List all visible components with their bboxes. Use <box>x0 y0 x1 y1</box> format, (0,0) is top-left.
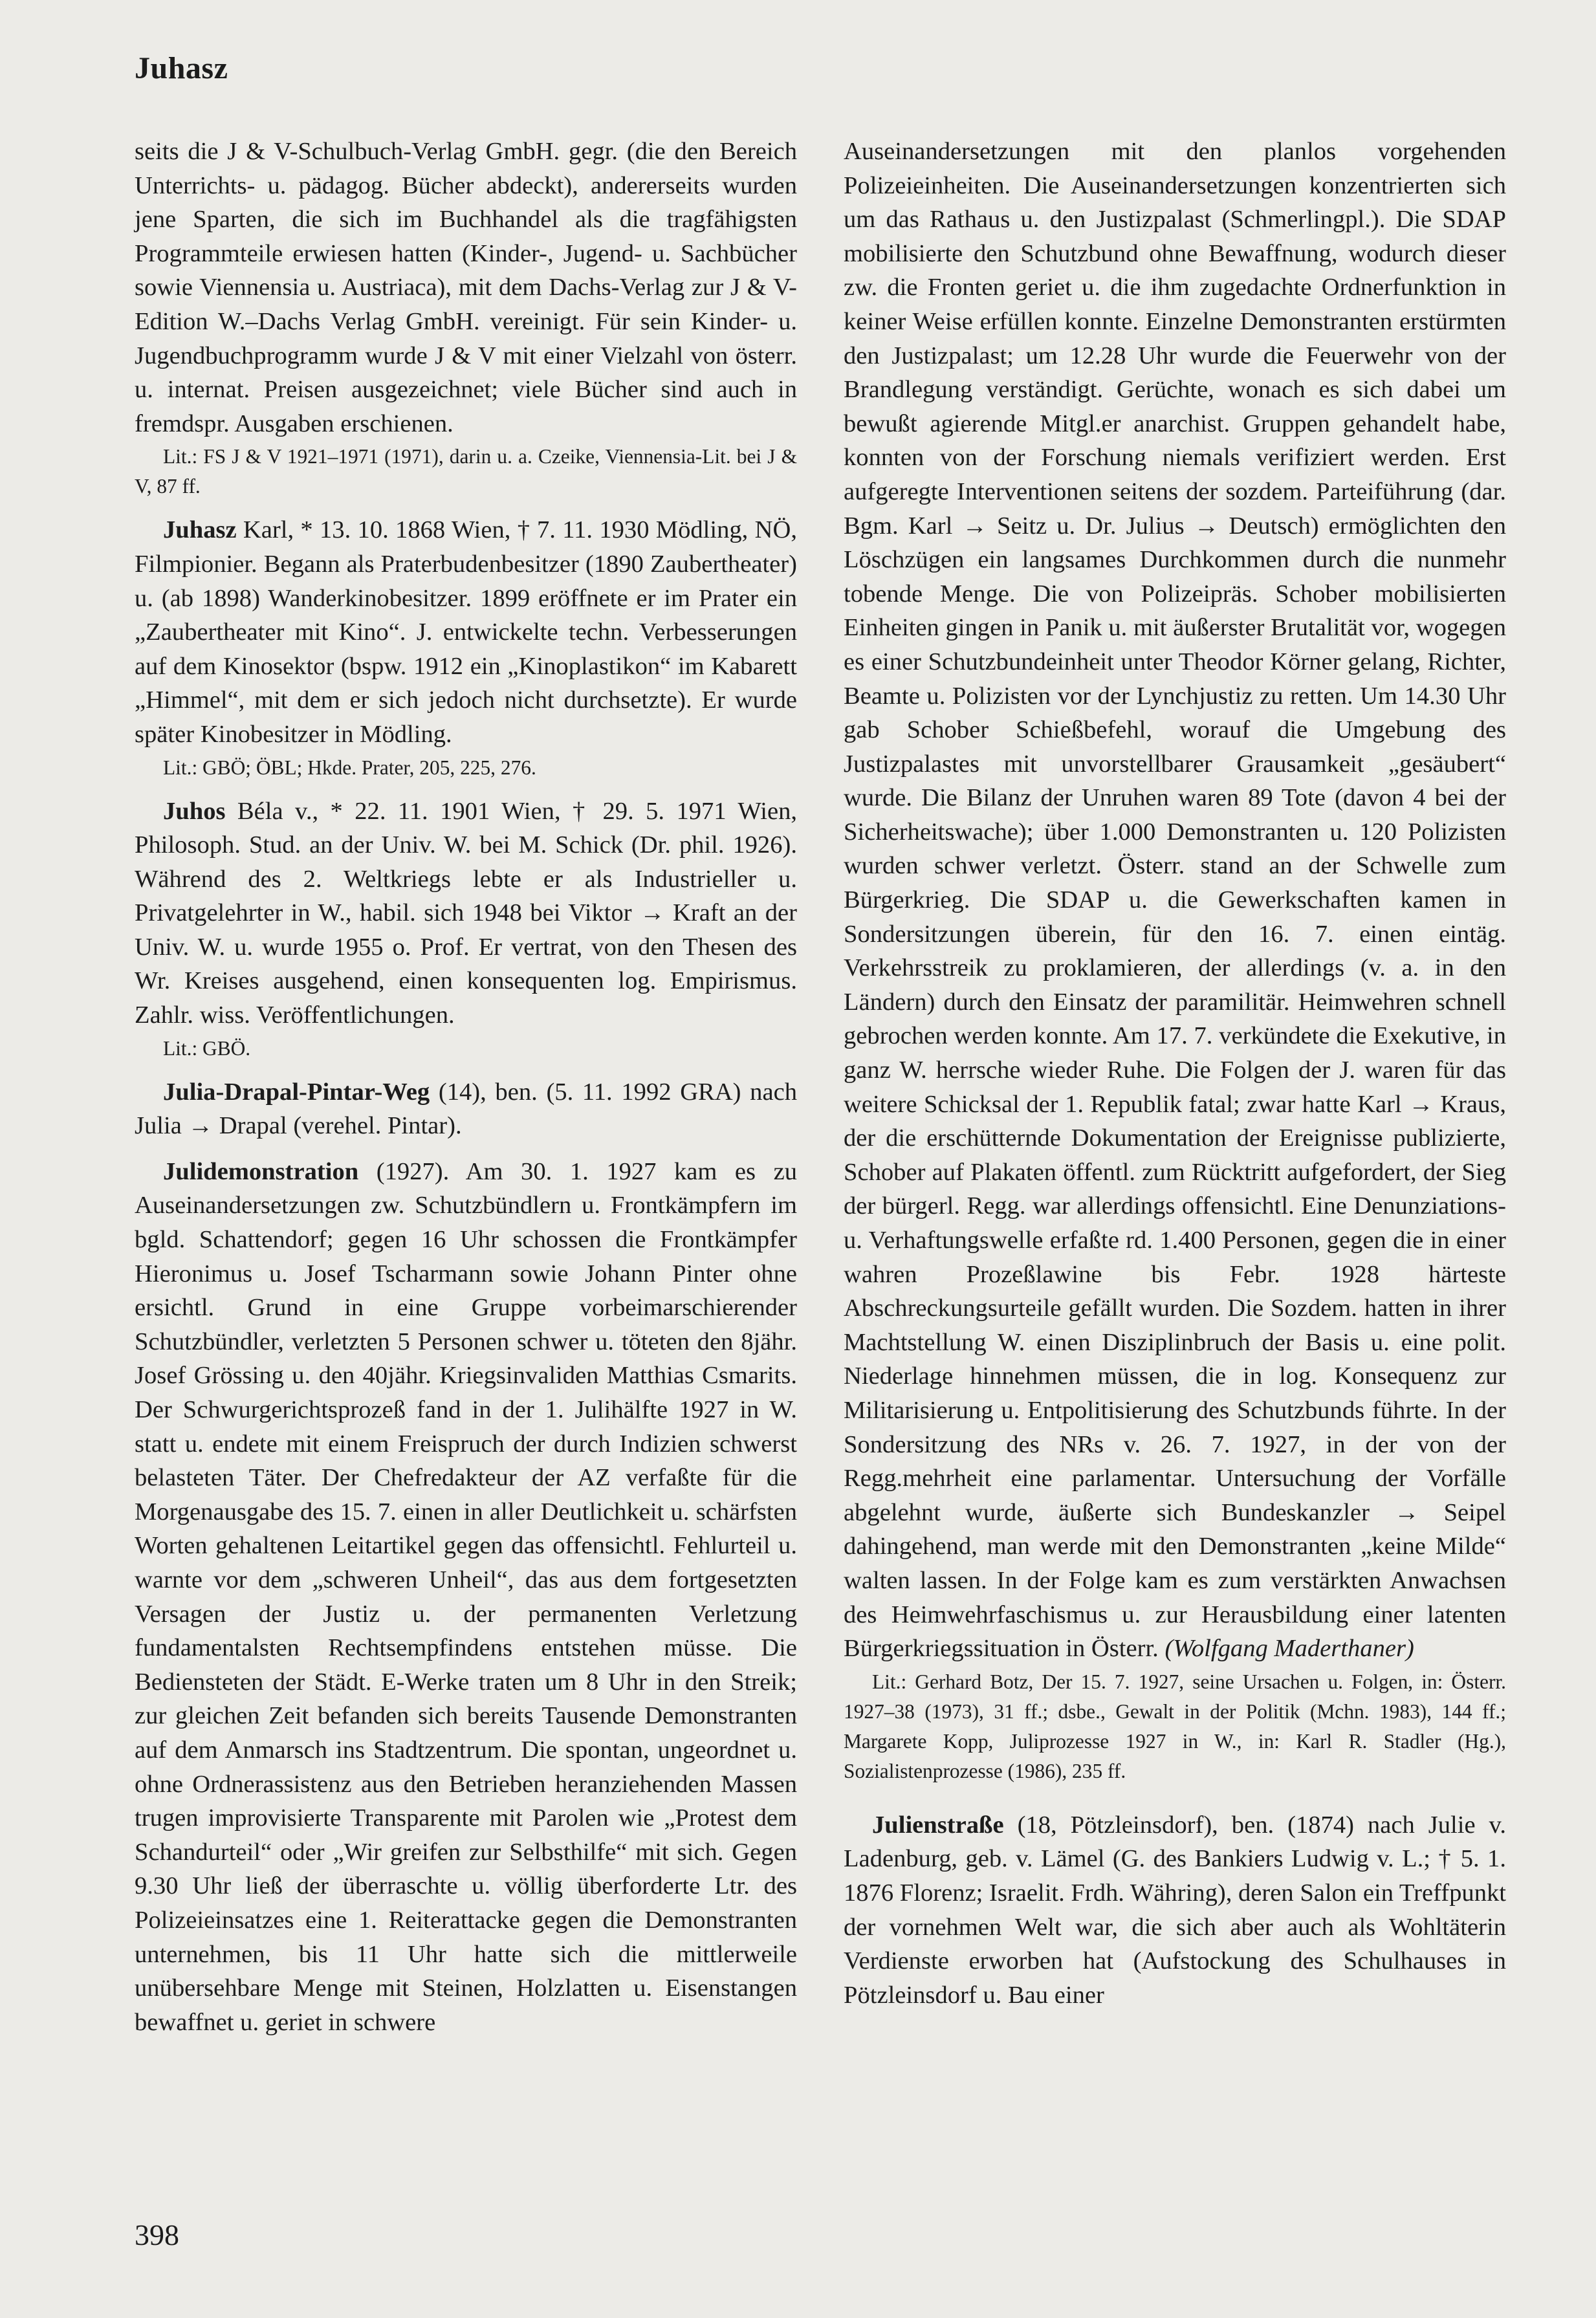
entry-keyword-julidemonstration: Julidemonstration <box>163 1157 359 1185</box>
paragraph-julidemonstration-continuation <box>844 135 1506 1666</box>
entry-keyword-weg: Julia-Drapal-Pintar-Weg <box>163 1078 430 1106</box>
entry-julienstrasse <box>844 1808 1506 2013</box>
entry-text-juhasz: Karl, * 13. 10. 1868 Wien, † 7. 11. 1930 Mödling, NÖ, Filmpionier. Begann als Praterbudenbesitzer (1890 Zaubertheater) u. (ab 1898) Wanderkinobesitzer. 1899 eröffnete er im Prater ein „Zaubertheater mit Kino“. J. entwickelte techn. Verbesserungen auf dem Kinosektor (bspw. 1912 ein „Kinoplastikon“ im Kabarett „Himmel“, mit dem er sich jedoch nicht durchsetzte). Er wurde später Kinobesitzer in Mödling. <box>135 516 797 748</box>
entry-keyword-juhasz: Juhasz <box>163 516 237 544</box>
literature-note-julidemonstration: Lit.: Gerhard Botz, Der 15. 7. 1927, seine Ursachen u. Folgen, in: Österr. 1927–38 (1973), 31 ff.; dsbe., Gewalt in der Politik (Mchn. 1983), 144 ff.; Margarete Kopp, Juliprozesse 1927 in W., in: Karl R. Stadler (Hg.), Sozialistenprozesse (1986), 235 ff. <box>844 1670 1506 1782</box>
entry-juhos <box>135 794 797 1033</box>
entry-julia-drapal-pintar-weg <box>135 1075 797 1143</box>
entry-text-weg: (14), ben. (5. 11. 1992 GRA) nach Julia → Drapal (verehel. Pintar). <box>135 1078 797 1140</box>
page-number: 398 <box>135 2218 179 2251</box>
entry-juhasz <box>135 513 797 751</box>
entry-text-julienstrasse: (18, Pötzleinsdorf), ben. (1874) nach Julie v. Ladenburg, geb. v. Lämel (G. des Bankiers Ludwig v. L.; † 5. 1. 1876 Florenz; Israelit. Frdh. Währing), deren Salon ein Treffpunkt der vornehmen Welt war, die sich aber auch als Wohltäterin Verdienste erworben hat (Aufstockung des Schulhauses in Pötzleinsdorf u. Bau einer <box>844 1811 1506 2009</box>
entry-keyword-juhos: Juhos <box>163 797 226 825</box>
entry-julidemonstration <box>135 1155 797 2039</box>
literature-note-verlag: Lit.: FS J & V 1921–1971 (1971), darin u. a. Czeike, Viennensia-Lit. bei J & V, 87 ff. <box>135 445 797 498</box>
entry-keyword-julienstrasse: Julienstraße <box>872 1811 1004 1839</box>
right-column <box>844 135 1506 2012</box>
running-headword: Juhasz <box>135 51 228 85</box>
left-column <box>135 135 797 2039</box>
entry-text-julidemonstration: (1927). Am 30. 1. 1927 kam es zu Auseinandersetzungen zw. Schutzbündlern u. Frontkämpfern im bgld. Schattendorf; gegen 16 Uhr schossen die Frontkämpfer Hieronimus u. Josef Tscharmann sowie Johann Pinter ohne ersichtl. Grund in eine Gruppe vorbeimarschierender Schutzbündler, verletzten 5 Personen schwer u. töteten den 8jähr. Josef Grössing u. den 40jähr. Kriegsinvaliden Matthias Csmarits. Der Schwurgerichtsprozeß fand in der 1. Julihälfte 1927 in W. statt u. endete mit einem Freispruch der durch Indizien schwerst belasteten Täter. Der Chefredakteur der AZ verfaßte für die Morgenausgabe des 15. 7. einen in aller Deutlichkeit u. schärfsten Worten gehaltenen Leitartikel gegen das offensichtl. Fehlurteil u. warnte vor dem „schweren Unheil“, das aus dem fortgesetzten Versagen der Justiz u. der permanenten Verletzung fundamentalsten Rechtsempfindens entstehen müsse. Die Bediensteten der Städt. E-Werke traten um 8 Uhr in den Streik; zur gleichen Zeit befanden sich bereits Tausende Demonstranten auf dem Anmarsch ins Stadtzentrum. Die spontan, ungeordnet u. ohne Ordnerassistenz aus den Betrieben heranziehenden Massen trugen improvisierte Transparente mit Parolen wie „Protest dem Schandurteil“ oder „Wir greifen zur Selbsthilfe“ mit sich. Gegen 9.30 Uhr ließ der überraschte u. völlig überforderte Ltr. des Polizeieinsatzes eine 1. Reiterattacke gegen die Demonstranten unternehmen, bis 11 Uhr hatte sich die mittlerweile unübersehbare Menge mit Steinen, Holzlatten u. Eisenstangen bewaffnet u. geriet in schwere <box>135 1157 797 2036</box>
paragraph-verlag-continuation: seits die J & V-Schulbuch-Verlag GmbH. gegr. (die den Bereich Unterrichts- u. pädagog. Bücher abdeckt), andererseits wurden jene Sparten, die sich im Buchhandel als die tragfähigsten Programmteile erwiesen hatten (Kinder-, Jugend- u. Sachbücher sowie Viennensia u. Austriaca), mit dem Dachs-Verlag zur J & V-Edition W.–Dachs Verlag GmbH. vereinigt. Für sein Kinder- u. Jugendbuchprogramm wurde J & V mit einer Vielzahl von österr. u. internat. Preisen ausgezeichnet; viele Bücher sind auch in fremdspr. Ausgaben erschienen. <box>135 138 797 437</box>
literature-note-juhos: Lit.: GBÖ. <box>163 1036 251 1060</box>
article-author: (Wolfgang Maderthaner) <box>1164 1635 1414 1663</box>
entry-text-juhos: Béla v., * 22. 11. 1901 Wien, † 29. 5. 1971 Wien, Philosoph. Stud. an der Univ. W. bei M. Schick (Dr. phil. 1926). Während des 2. Weltkriegs lebte er als Industrieller u. Privatgelehrter in W., habil. sich 1948 bei Viktor → Kraft an der Univ. W. u. wurde 1955 o. Prof. Er vertrat, von den Thesen des Wr. Kreises ausgehend, einen konsequenten log. Empirismus. Zahlr. wiss. Veröffentlichungen. <box>135 797 797 1029</box>
literature-note-juhasz: Lit.: GBÖ; ÖBL; Hkde. Prater, 205, 225, 276. <box>163 756 536 779</box>
entry-text-julidemonstration-cont: Auseinandersetzungen mit den planlos vorgehenden Polizeieinheiten. Die Auseinandersetzungen konzentrierten sich um das Rathaus u. den Justizpalast (Schmerlingpl.). Die SDAP mobilisierte den Schutzbund ohne Bewaffnung, wodurch dieser zw. die Fronten geriet u. die ihm zugedachte Ordnerfunktion in keiner Weise erfüllen konnte. Einzelne Demonstranten erstürmten den Justizpalast; um 12.28 Uhr wurde die Feuerwehr von der Brandlegung verständigt. Gerüchte, wonach es sich dabei um bewußt agierende Mitgl.er anarchist. Gruppen gehandelt habe, konnten von der Forschung niemals verifiziert werden. Erst aufgeregte Interventionen seitens der sozdem. Parteiführung (dar. Bgm. Karl → Seitz u. Dr. Julius → Deutsch) ermöglichten den Löschzügen ein langsames Durchkommen durch die nunmehr tobende Menge. Die von Polizeipräs. Schober mobilisierten Einheiten gingen in Panik u. mit äußerster Brutalität vor, wogegen es einer Schutzbundeinheit unter Theodor Körner gelang, Richter, Beamte u. Polizisten vor der Lynchjustiz zu retten. Um 14.30 Uhr gab Schober Schießbefehl, worauf die Umgebung des Justizpalastes mit unvorstellbarer Grausamkeit „gesäubert“ wurde. Die Bilanz der Unruhen waren 89 Tote (davon 4 bei der Sicherheitswache); über 1.000 Demonstranten u. 120 Polizisten wurden schwer verletzt. Österr. stand an der Schwelle zum Bürgerkrieg. Die SDAP u. die Gewerkschaften kamen in Sondersitzungen überein, für den 16. 7. einen eintäg. Verkehrsstreik zu proklamieren, der allerdings (v. a. in den Ländern) durch den Einsatz der paramilitär. Heimwehren schnell gebrochen werden konnte. Am 17. 7. verkündete die Exekutive, in ganz W. herrsche wieder Ruhe. Die Folgen der J. waren für das weitere Schicksal der 1. Republik fatal; zwar hatte Karl → Kraus, der die erschütternde Dokumentation der Ereignisse publizierte, Schober auf Plakaten öffentl. zum Rücktritt aufgefordert, der Sieg der bürgerl. Regg. war allerdings offensichtl. Eine Denunziations- u. Verhaftungswelle erfaßte rd. 1.400 Personen, gegen die in einer wahren Prozeßlawine bis Febr. 1928 härteste Abschreckungsurteile gefällt wurden. Die Sozdem. hatten in ihrer Machtstellung W. einen Disziplinbruch der Basis u. eine polit. Niederlage hinnehmen müssen, die in log. Konsequenz zur Militarisierung u. Entpolitisierung des Schutzbunds führte. In der Sondersitzung des NRs v. 26. 7. 1927, in der von der Regg.mehrheit eine parlamentar. Untersuchung der Vorfälle abgelehnt wurde, äußerte sich Bundeskanzler → Seipel dahingehend, man werde mit den Demonstranten „keine Milde“ walten lassen. In der Folge kam es zum verstärkten Anwachsen des Heimwehrfaschismus u. zur Herausbildung einer latenten Bürgerkriegssituation in Österr. <box>844 138 1506 1663</box>
